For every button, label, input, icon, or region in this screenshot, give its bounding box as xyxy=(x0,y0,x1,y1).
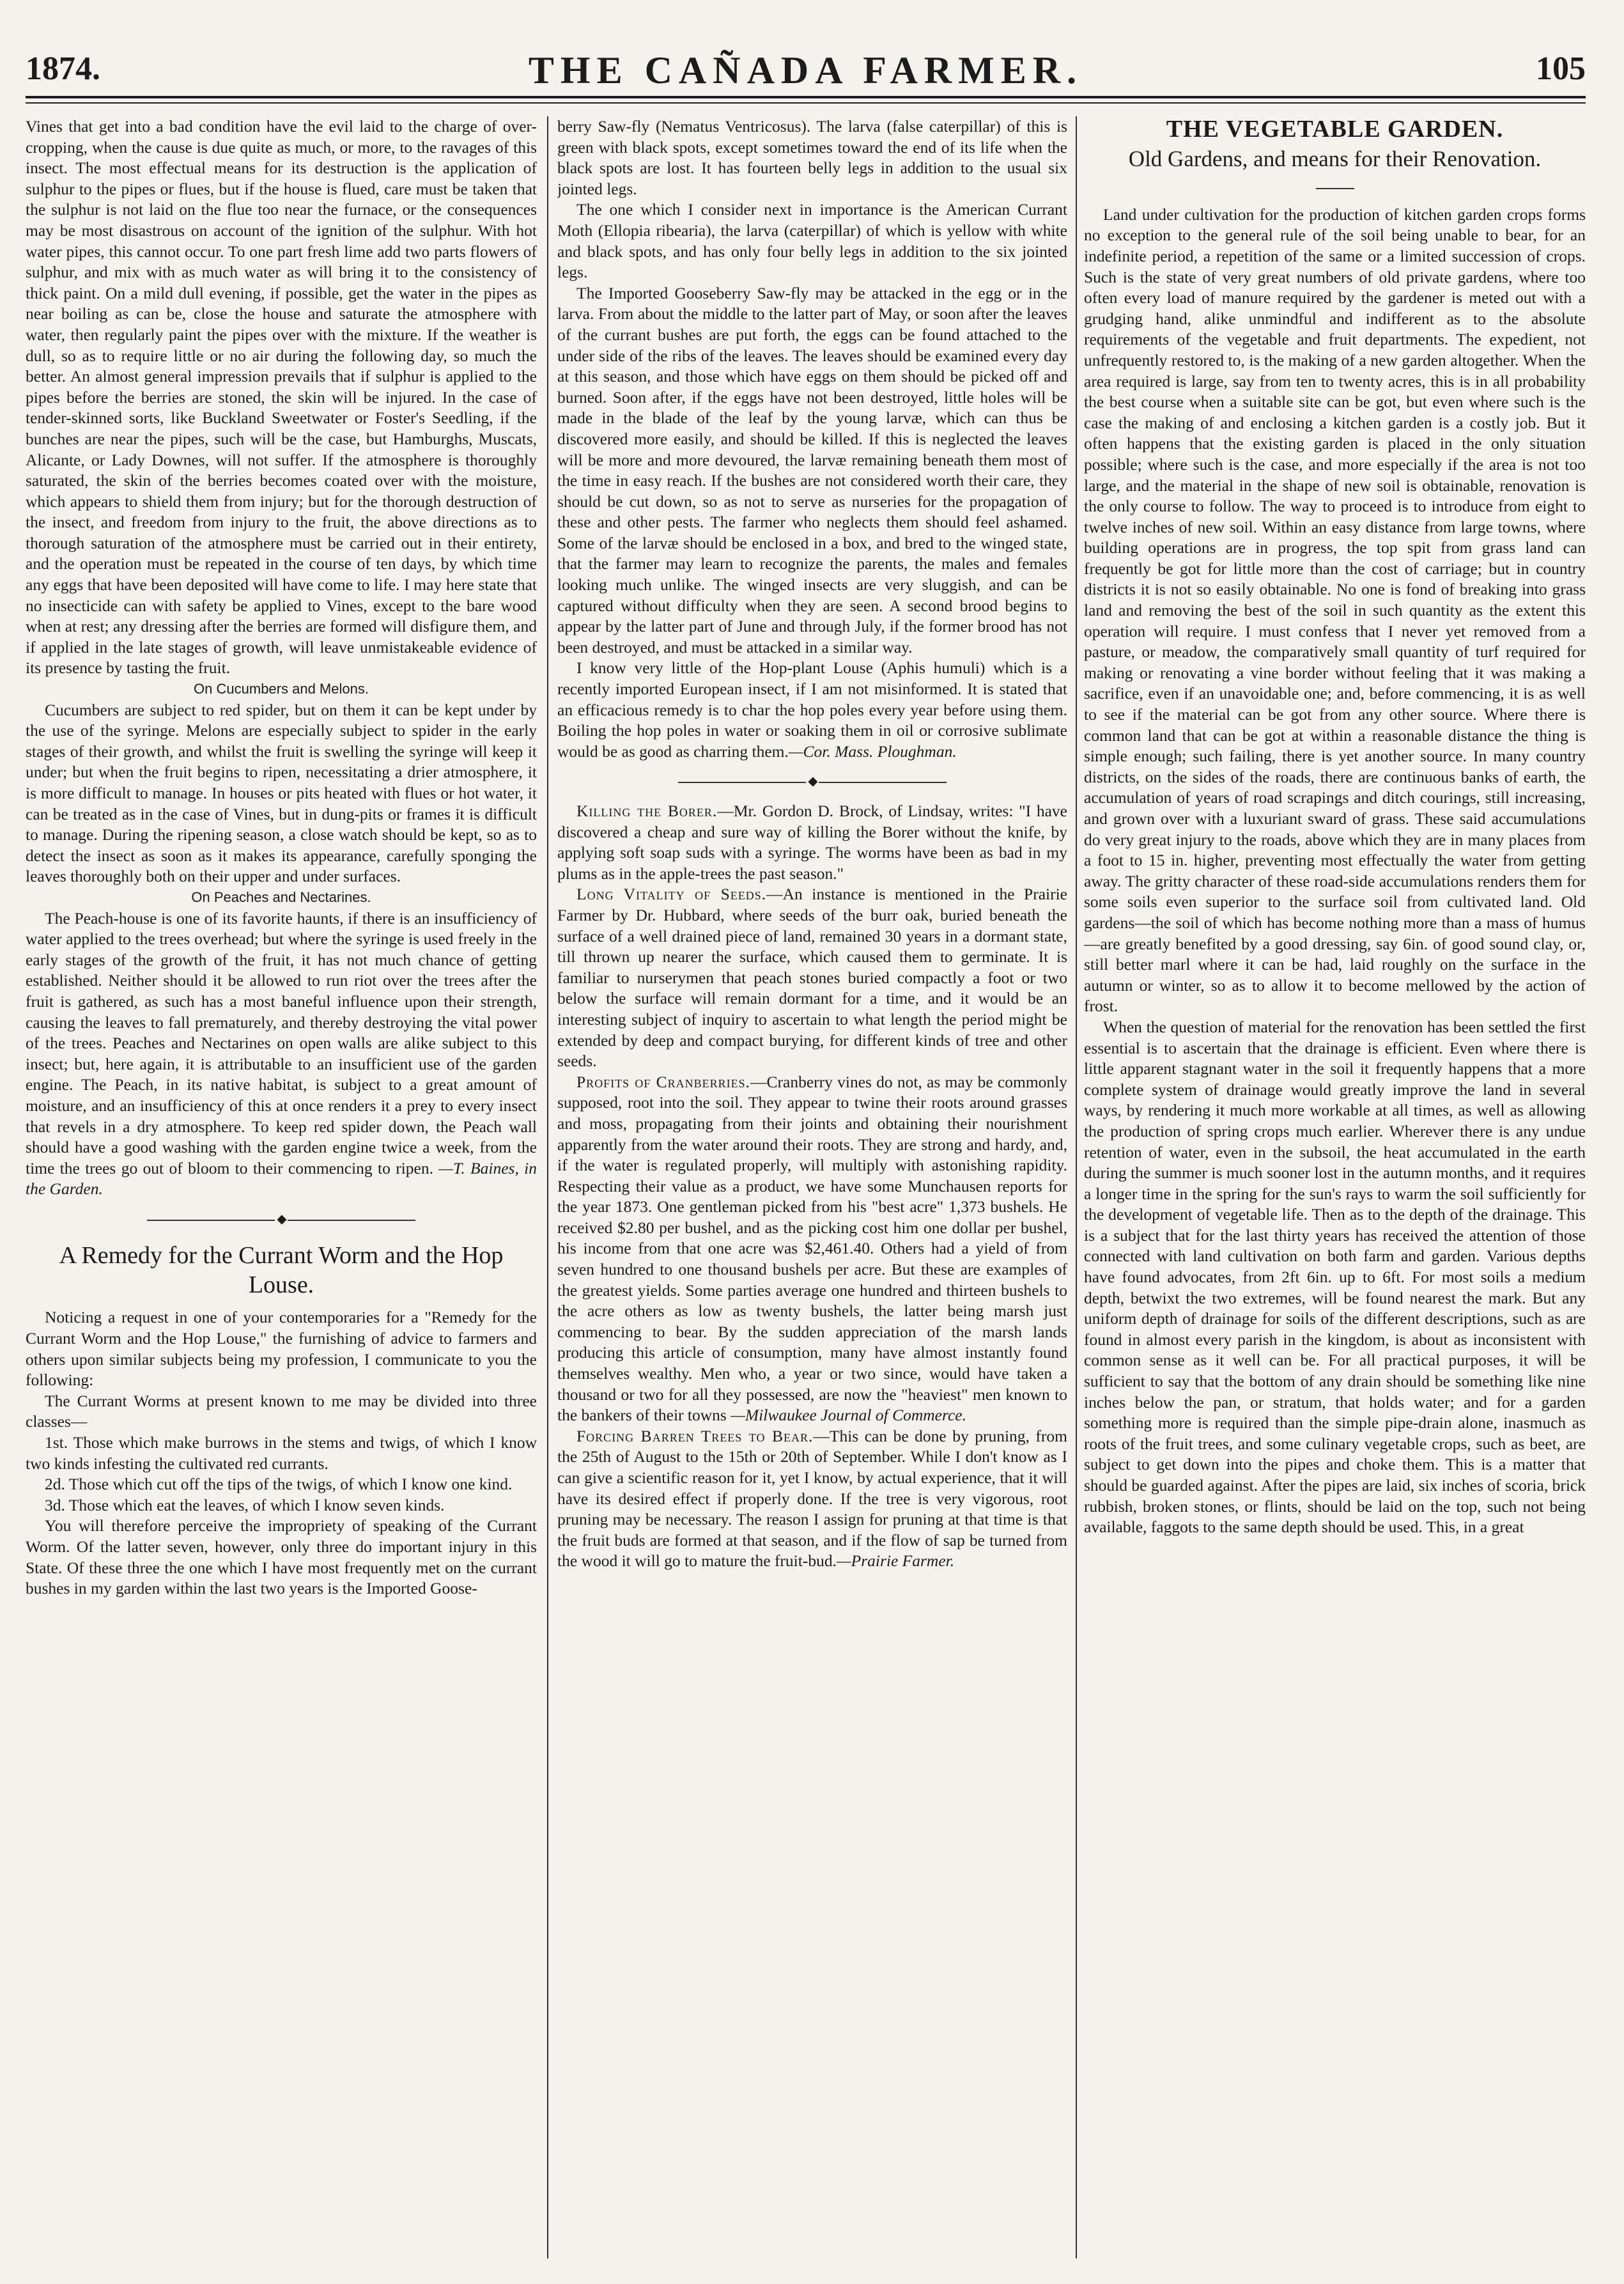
column-2 xyxy=(557,116,1067,2258)
article-paragraph: The Currant Worms at present known to me may be divided into three classes— xyxy=(26,1391,537,1431)
column-1 xyxy=(26,116,537,2258)
article-paragraph: 2d. Those which cut off the tips of the twigs, of which I know one kind. xyxy=(45,1475,513,1494)
article-paragraph: The Peach-house is one of its favorite haunts, if there is an insufficiency of water applied to the trees overhead; but where the syringe is used freely in the early stages of the growth of the fruit, it has not much chance of getting established. Neither should it be allowed to run riot over the trees after the fruit is gathered, as such has a most baneful influence upon their strength, causing the leaves to fall prematurely, and thereby destroying the vital power of the trees. Peaches and Nectarines on open walls are alike subject to this insect; but, here again, it is attributable to an insufficient use of the garden engine. The Peach, in its native habitat, is subject to a great amount of moisture, and an insufficiency of this at once renders it a prey to every insect that revels in a dry atmosphere. To keep red spider down, the Peach wall should have a good washing with the garden engine twice a week, from the time the trees go out of bloom to their commencing to ripen. —T. Baines, in the Garden. xyxy=(26,908,537,1199)
column-3 xyxy=(1084,116,1586,2258)
article-paragraph: 3d. Those which eat the leaves, of which I know seven kinds. xyxy=(45,1495,445,1514)
divider-ornament xyxy=(1084,177,1586,198)
credit: —Cor. Mass. Ploughman. xyxy=(788,742,957,761)
column-divider xyxy=(547,116,548,2258)
header-rule-thin xyxy=(26,102,1586,104)
paragraph-lead: Forcing Barren Trees to Bear. xyxy=(576,1426,814,1445)
article-paragraph: Land under cultivation for the production of kitchen garden crops forms no exception to the general rule of the soil being unable to bear, for an indefinite period, a repetition of the same or a limited succession of crops. Such is the state of very great numbers of old private gardens, where too often every load of manure required by the gardener is meted out with a grudging hand, alike unmindful and indifferent as to the absolute requirements of the vegetable and fruit departments. The expedient, not unfrequently restored to, is the making of a new garden altogether. When the area required is large, say from ten to twenty acres, this is in all probability the best course when a suitable site can be got, but even where such is the case the making of and enclosing a kitchen garden is a costly job. But it often happens that the existing garden is placed in the only situation possible; where such is the case, and more especially if the area is not too large, and the material in the shape of new soil is obtainable, renovation is the only course to follow. The way to proceed is to introduce from eight to twelve inches of new soil. Within an easy distance from large towns, where building operations are in progress, the top spit from grass land can frequently be got for little more than the cost of carriage; but in country districts it is not so easily obtainable. No one is fond of breaking into grass land and removing the best of the soil in such quantity as the extent this operation will require. I must confess that I never yet removed from a pasture, or meadow, the comparatively small quantity of turf required for making or renovating a vine border without feeling that it was making a sacrifice, even if an unavoidable one; and, before commencing, it is as well to see if the material can be got from any other source. Where there is common land that can be got at within a reasonable distance the thing is simple enough; such failing, there is yet another source. In many country districts, on the sides of the roads, there are continuous banks of earth, the accumulation of years of road scrapings and ditch courings, still increasing, and grown over with a luxuriant sward of grass. These said accumulations do very great injury to the roads, above which they are in many places from a foot to 15 in. higher, preventing most effectually the water from getting away. The gritty character of these road-side accumulations renders them for some soils even superior to the surface soil from cultivated land. Old gardens—the soil of which has become nothing more than a mass of humus—are greatly benefited by a good dressing, say 6in. of good sound clay, or, still better marl where it can be had, laid roughly on the surface in the autumn or winter, so as to allow it to become mellowed by the action of frost. xyxy=(1084,205,1586,1016)
article-paragraph: The Imported Gooseberry Saw-fly may be attacked in the egg or in the larva. From about the middle to the latter part of May, or soon after the leaves of the currant bushes are put forth, the eggs can be found attached to the under side of the ribs of the leaves. The leaves should be examined every day at this season, and those which have eggs on them should be picked off and burned. Soon after, if the eggs have not been destroyed, little holes will be made in the blade of the leaf by the young larvæ, which can thus be discovered more easily, and should be killed. If this is neglected the leaves will be more and more devoured, the larvæ remaining beneath them most of the time in easy reach. If the bushes are not considered worth their care, they should be cut down, so as not to serve as nurseries for the propagation of these and other pests. The farmer who neglects them should feel ashamed. Some of the larvæ should be enclosed in a box, and bred to the winged state, that the farmer may learn to recognize the parents, the males and females looking much unlike. The winged insects are very sluggish, and can be captured without difficulty when they are seen. A second brood begins to appear by the latter part of June and through July, if the former brood has not been destroyed, and must be attacked in a similar way. xyxy=(557,283,1067,656)
subheading: On Cucumbers and Melons. xyxy=(194,681,369,697)
subheading: On Peaches and Nectarines. xyxy=(191,889,371,905)
article-heading: A Remedy for the Currant Worm and the Hop Louse. xyxy=(59,1242,504,1299)
article-paragraph: I know very little of the Hop-plant Louse (Aphis humuli) which is a recently imported European insect, if I am not misinformed. It is stated that an efficacious remedy is to char the hop poles every year before using them. Boiling the hop poles in water or soaking them in oil or corrosive sublimate would be as good as charring them.—Cor. Mass. Ploughman. xyxy=(557,658,1067,761)
credit: —Prairie Farmer. xyxy=(836,1551,955,1571)
credit: —Milwaukee Journal of Commerce. xyxy=(731,1406,966,1425)
divider-ornament: ⬥ xyxy=(557,771,1067,792)
article-paragraph: berry Saw-fly (Nematus Ventricosus). The larva (false caterpillar) of this is green with black spots, except sometimes toward the end of its life when the black spots are lost. It has fourteen belly legs in addition to the usual six jointed legs. xyxy=(557,117,1067,198)
paragraph-lead: Profits of Cranberries. xyxy=(576,1072,751,1091)
article-paragraph: Noticing a request in one of your contemporaries for a "Remedy for the Currant Worm and the Hop Louse," the furnishing of advice to farmers and others upon similar subjects being my profession, I communicate to you the following: xyxy=(26,1308,537,1390)
article-paragraph: Killing the Borer.—Mr. Gordon D. Brock, of Lindsay, writes: "I have discovered a cheap and sure way of killing the Borer without the knife, by applying soft soap suds with a syringe. The worms have been as bad in my plums as in the apple-trees the past season." xyxy=(557,802,1067,883)
header-rule xyxy=(26,96,1586,98)
masthead-title: THE CAÑADA FARMER. xyxy=(528,49,1083,91)
page-number: 105 xyxy=(1536,50,1586,87)
article-paragraph: Profits of Cranberries.—Cranberry vines do not, as may be commonly supposed, root into the soil. They appear to twine their roots around grasses and moss, propagating from their joints and obtaining their nourishment apparently from the water around their roots. They are strong and hardy, and, if the water is regulated properly, will multiply with astonishing rapidity. Respecting their value as a product, we have some Munchausen reports for the year 1873. One gentleman picked from his "best acre" 1,373 bushels. He received $2.80 per bushel, and as the picking cost him one dollar per bushel, his income from that one acre was $2,461.40. Others had a yield of from seven hundred to one thousand bushels per acre. But these are examples of the greatest yields. Some parties average one hundred and thirteen bushels to the acre others as low as twenty bushels, the latter being marsh just commencing to bear. By the sudden appreciation of the marsh lands producing this article of consumption, many have almost instantly found themselves wealthy. Men who, a year or two since, would have taken a thousand or two for all they possessed, are now the "heaviest" men known to the bankers of their towns —Milwaukee Journal of Commerce. xyxy=(557,1072,1067,1425)
page-header xyxy=(26,37,1586,95)
column-divider xyxy=(1076,116,1077,2258)
article-paragraph: The one which I consider next in importance is the American Currant Moth (Ellopia ribearia), the larva (caterpillar) of which is yellow with white and black spots, and has only four belly legs in addition to the six jointed legs. xyxy=(557,200,1067,282)
article-heading: Old Gardens, and means for their Renovation. xyxy=(1128,146,1542,171)
article-paragraph: Long Vitality of Seeds.—An instance is mentioned in the Prairie Farmer by Dr. Hubbard, where seeds of the burr oak, buried beneath the surface of a well drained piece of land, remained 30 years in a dormant state, till thrown up nearer the surface, which caused them to germinate. It is familiar to nurserymen that peach stones buried compactly a foot or two below the surface will remain dormant for a time, and it would be an interesting subject of inquiry to ascertain to what length the period might be extended by deep and compact burying, for different kinds of tree and other seeds. xyxy=(557,885,1067,1071)
article-paragraph: Cucumbers are subject to red spider, but on them it can be kept under by the use of the syringe. Melons are especially subject to spider in the early stages of their growth, and whilst the fruit is swelling the syringe will keep it under; but when the fruit begins to ripen, necessitating a drier atmosphere, it is more difficult to manage. In houses or pits heated with flues or hot water, it can be treated as in the case of Vines, but in dung-pits or frames it is difficult to manage. During the ripening season, a close watch should be kept, so as to detect the insect as soon as it makes its appearance, carefully sponging the leaves thoroughly both on their upper and under surfaces. xyxy=(26,700,537,886)
section-title: THE VEGETABLE GARDEN. xyxy=(1166,116,1504,143)
credit: —T. Baines, in the Garden. xyxy=(26,1158,537,1199)
article-paragraph: When the question of material for the renovation has been settled the first essential is to ascertain that the drainage is efficient. Even where there is little apparent stagnant water in the soil it frequently happens that a more complete system of drainage would greatly improve the land in several ways, by rendering it much more workable at all times, as well as allowing the production of spring crops much earlier. Wherever there is any undue retention of water, even in the subsoil, the heat accumulated in the earth during the summer is much sooner lost in the autumn months, and it requires a longer time in the spring for the sun's rays to warm the soil sufficiently for the development of vegetable life. Then as to the depth of the drainage. This is a subject that for the last thirty years has received the attention of those connected with land cultivation on both farm and garden. Various depths have found advocates, from 2ft 6in. up to 6ft. For most soils a medium depth, betwixt the two extremes, will be found nearest the mark. But any uniform depth of drainage for soils of the different descriptions, such as are found in almost every parish in the kingdom, is about as inconsistent with common sense as it well can be. For all practical purposes, it will be sufficient to say that the bottom of any drain should be something like nine inches below the pan, or stratum, that holds water; and for a garden something more is required than the simple pipe-drain alone, inasmuch as roots of the fruit trees, and some culinary vegetable crops, such as beet, are subject to get down into the pipes and choke them. This is a matter that should be guarded against. After the pipes are laid, six inches of scoria, brick rubbish, broken stones, or flints, should be laid on the top, such not being available, faggots to the same depth should be used. This, in a great xyxy=(1084,1017,1586,1537)
article-paragraph: Vines that get into a bad condition have the evil laid to the charge of over-cropping, when the cause is due quite as much, or more, to the ravages of this insect. The most effectual means for its destruction is the application of sulphur to the pipes or flues, but if the house is flued, care must be taken that the sulphur is not laid on the flue too near the furnace, or the consequences may be most disastrous on account of the ignition of the sulphur. With hot water pipes, this cannot occur. To one part fresh lime add two parts flowers of sulphur, and mix with as much water as will bring it to the consistency of thick paint. On a mild dull evening, if possible, get the water in the pipes as near boiling as can be, close the house and saturate the atmosphere with water, then regularly paint the pipes over with the mixture. If the weather is dull, so as to require little or no air during the following day, so much the better. An almost general impression prevails that if sulphur is applied to the pipes before the berries are stoned, the skin will be injured. In the case of tender-skinned sorts, like Buckland Sweetwater or Foster's Seedling, if the bunches are near the pipes, such will be the case, but Hamburghs, Muscats, Alicante, or Lady Downes, will not suffer. If the atmosphere is thoroughly saturated, the skin of the berries becomes coated over with the moisture, which appears to shield them from injury; but for the thorough destruction of the insect, and freedom from injury to the fruit, the above directions as to thorough saturation of the atmosphere must be carried out in their entirety, and the operation must be repeated in the course of ten days, by which time any eggs that have been deposited will have come to life. I may here state that no insecticide can with safety be applied to Vines, except to the bare wood when at rest; any dressing after the berries are formed will disfigure them, and if applied in the late stages of growth, will leave unmistakeable evidence of its presence by tasting the fruit. xyxy=(26,117,537,678)
article-paragraph: 1st. Those which make burrows in the stems and twigs, of which I know two kinds infesting the cultivated red currants. xyxy=(26,1433,537,1473)
paragraph-lead: Long Vitality of Seeds. xyxy=(576,885,767,904)
header-year: 1874. xyxy=(26,50,100,87)
divider-ornament: ⬥ xyxy=(26,1209,537,1230)
paragraph-lead: Killing the Borer. xyxy=(576,802,718,820)
article-paragraph: Forcing Barren Trees to Bear.—This can be done by pruning, from the 25th of August to the 15th or 20th of September. While I don't know as I can give a scientific reason for it, yet I know, by actual experience, that it will have its desired effect if properly done. If the tree is very vigorous, root pruning may be necessary. The reason I assign for pruning at that time is that the fruit buds are formed at that season, and if the flow of sap be turned from the wood it will go to mature the fruit-bud.—Prairie Farmer. xyxy=(557,1426,1067,1571)
article-paragraph: You will therefore perceive the impropriety of speaking of the Currant Worm. Of the latter seven, however, only three do important injury in this State. Of these three the one which I have most frequently met on the currant bushes in my garden within the last two years is the Imported Goose- xyxy=(26,1516,537,1598)
